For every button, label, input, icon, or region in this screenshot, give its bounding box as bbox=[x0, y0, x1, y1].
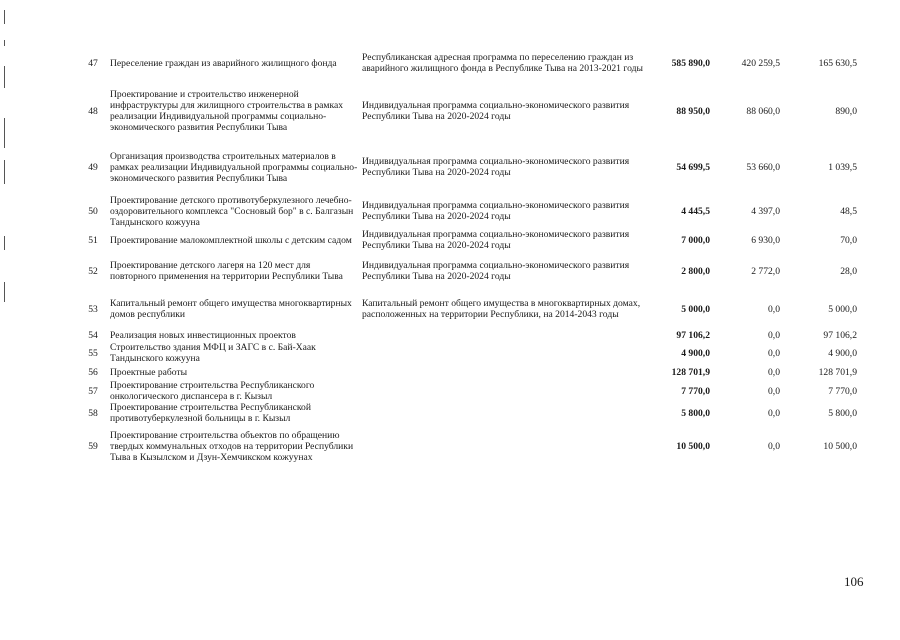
measure-name: Проектирование детского противотуберкулезного лечебно-оздоровительного комплекса "Сосновый бор" в с. Балгазын Тандынского кожууна bbox=[110, 194, 354, 228]
table-row bbox=[78, 342, 876, 364]
page-number: 106 bbox=[844, 574, 864, 589]
regional-amount: 128 701,9 bbox=[818, 366, 857, 378]
total-amount: 5 800,0 bbox=[681, 407, 710, 419]
program-name bbox=[360, 364, 652, 380]
table-row bbox=[78, 82, 876, 140]
total-amount: 128 701,9 bbox=[671, 366, 710, 378]
row-number: 55 bbox=[88, 347, 98, 359]
federal-amount: 88 060,0 bbox=[746, 105, 780, 117]
measure-name: Проектные работы bbox=[110, 366, 188, 378]
total-amount: 7 000,0 bbox=[681, 234, 710, 246]
program-name bbox=[360, 342, 652, 364]
program-name: Индивидуальная программа социально-экономического развития Республики Тыва на 2020-2024 годы bbox=[362, 100, 630, 122]
measure-name: Проектирование строительства объектов по обращению твердых коммунальных отходов на территории Республики Тыва в Кызылском и Дзун-Хемчикском кожуунах bbox=[110, 429, 354, 463]
program-name bbox=[360, 380, 652, 402]
row-number: 47 bbox=[88, 57, 98, 69]
regional-amount: 5 000,0 bbox=[828, 303, 857, 315]
regional-amount: 70,0 bbox=[840, 234, 857, 246]
program-name: Индивидуальная программа социально-экономического развития Республики Тыва на 2020-2024 годы bbox=[362, 156, 630, 178]
regional-amount: 5 800,0 bbox=[828, 407, 857, 419]
federal-amount: 0,0 bbox=[768, 385, 780, 397]
federal-amount: 0,0 bbox=[768, 329, 780, 341]
total-amount: 7 770,0 bbox=[681, 385, 710, 397]
regional-amount: 1 039,5 bbox=[828, 161, 857, 173]
program-name: Республиканская адресная программа по переселению граждан из аварийного жилищного фонда в Республике Тыва на 2013-2021 годы bbox=[362, 52, 643, 74]
table-row bbox=[78, 380, 876, 402]
program-name: Капитальный ремонт общего имущества в многоквартирных домах, расположенных на территории Республики, на 2014-2043 годы bbox=[362, 298, 641, 320]
measure-name: Организация производства строительных материалов в рамках реализации Индивидуальной программы социально-экономического развития Республики Тыва bbox=[110, 150, 358, 184]
table-row bbox=[78, 328, 876, 342]
row-number: 56 bbox=[88, 366, 98, 378]
program-name bbox=[360, 402, 652, 424]
regional-amount: 48,5 bbox=[840, 205, 857, 217]
row-number: 59 bbox=[88, 440, 98, 452]
federal-amount: 0,0 bbox=[768, 347, 780, 359]
budget-table bbox=[78, 44, 876, 468]
table-row bbox=[78, 140, 876, 194]
table-row bbox=[78, 44, 876, 82]
program-name: Индивидуальная программа социально-экономического развития Республики Тыва на 2020-2024 годы bbox=[362, 260, 630, 282]
table-row bbox=[78, 364, 876, 380]
federal-amount: 6 930,0 bbox=[751, 234, 780, 246]
program-name bbox=[360, 328, 652, 342]
row-number: 50 bbox=[88, 205, 98, 217]
row-number: 58 bbox=[88, 407, 98, 419]
federal-amount: 420 259,5 bbox=[741, 57, 780, 69]
regional-amount: 28,0 bbox=[840, 265, 857, 277]
federal-amount: 2 772,0 bbox=[751, 265, 780, 277]
total-amount: 88 950,0 bbox=[676, 105, 710, 117]
measure-name: Проектирование строительства Республиканской противотуберкулезной больницы в г. Кызыл bbox=[110, 402, 311, 424]
table-row bbox=[78, 424, 876, 468]
table-row bbox=[78, 228, 876, 252]
total-amount: 585 890,0 bbox=[671, 57, 710, 69]
regional-amount: 97 106,2 bbox=[823, 329, 857, 341]
total-amount: 54 699,5 bbox=[676, 161, 710, 173]
scan-edge-marks bbox=[0, 0, 12, 640]
program-name: Индивидуальная программа социально-экономического развития Республики Тыва на 2020-2024 годы bbox=[362, 200, 630, 222]
federal-amount: 0,0 bbox=[768, 440, 780, 452]
row-number: 57 bbox=[88, 385, 98, 397]
federal-amount: 0,0 bbox=[768, 407, 780, 419]
regional-amount: 7 770,0 bbox=[828, 385, 857, 397]
measure-name: Проектирование строительства Республиканского онкологического диспансера в г. Кызыл bbox=[110, 380, 315, 402]
measure-name: Строительство здания МФЦ и ЗАГС в с. Бай-Хаак Тандынского кожууна bbox=[110, 342, 316, 364]
measure-name: Капитальный ремонт общего имущества многоквартирных домов республики bbox=[110, 298, 352, 320]
measure-name: Проектирование детского лагеря на 120 мест для повторного применения на территории Республики Тыва bbox=[110, 260, 343, 282]
total-amount: 4 445,5 bbox=[681, 205, 710, 217]
regional-amount: 4 900,0 bbox=[828, 347, 857, 359]
measure-name: Проектирование малокомплектной школы с детским садом bbox=[110, 234, 352, 246]
table-row bbox=[78, 402, 876, 424]
measure-name: Реализация новых инвестиционных проектов bbox=[110, 329, 296, 341]
regional-amount: 10 500,0 bbox=[823, 440, 857, 452]
regional-amount: 165 630,5 bbox=[818, 57, 857, 69]
total-amount: 10 500,0 bbox=[676, 440, 710, 452]
total-amount: 4 900,0 bbox=[681, 347, 710, 359]
federal-amount: 0,0 bbox=[768, 366, 780, 378]
measure-name: Переселение граждан из аварийного жилищного фонда bbox=[110, 57, 337, 69]
program-name: Индивидуальная программа социально-экономического развития Республики Тыва на 2020-2024 годы bbox=[362, 229, 630, 251]
table-row bbox=[78, 194, 876, 228]
total-amount: 2 800,0 bbox=[681, 265, 710, 277]
row-number: 48 bbox=[88, 105, 98, 117]
federal-amount: 4 397,0 bbox=[751, 205, 780, 217]
row-number: 54 bbox=[88, 329, 98, 341]
row-number: 49 bbox=[88, 161, 98, 173]
row-number: 51 bbox=[88, 234, 98, 246]
measure-name: Проектирование и строительство инженерной инфраструктуры для жилищного строительства в рамках реализации Индивидуальной программы социально-экономического развития Республики Тыва bbox=[110, 89, 344, 133]
total-amount: 97 106,2 bbox=[676, 329, 710, 341]
federal-amount: 53 660,0 bbox=[746, 161, 780, 173]
federal-amount: 0,0 bbox=[768, 303, 780, 315]
table-row bbox=[78, 252, 876, 290]
program-name bbox=[360, 424, 652, 468]
table-row bbox=[78, 290, 876, 328]
total-amount: 5 000,0 bbox=[681, 303, 710, 315]
regional-amount: 890,0 bbox=[835, 105, 857, 117]
row-number: 52 bbox=[88, 265, 98, 277]
row-number: 53 bbox=[88, 303, 98, 315]
